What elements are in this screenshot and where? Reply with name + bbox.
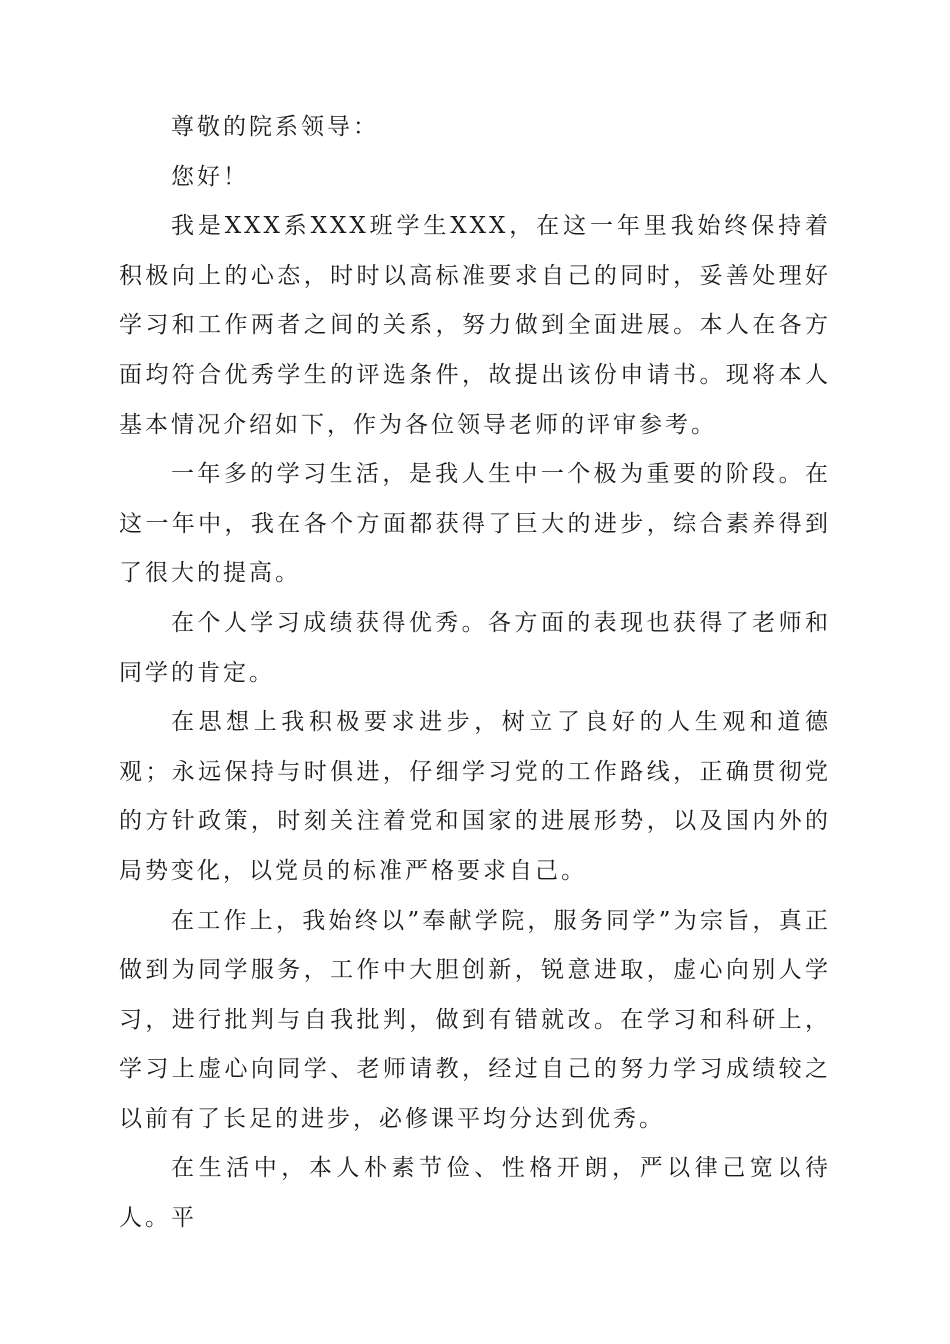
paragraph-study-life: 一年多的学习生活，是我人生中一个极为重要的阶段。在这一年中，我在各个方面都获得了巨大的进步，综合素养得到了很大的提高。 [119,461,831,587]
letter-body [119,103,831,1244]
paragraph-intro: 我是XXX系XXX班学生XXX，在这一年里我始终保持着积极向上的心态，时时以高标准要求自己的同时，妥善处理好学习和工作两者之间的关系，努力做到全面进展。本人在各方面均符合优秀学生的评选条件，故提出该份申请书。现将本人基本情况介绍如下，作为各位领导老师的评审参考。 [119,213,831,438]
paragraph-work: 在工作上，我始终以”奉献学院，服务同学”为宗旨，真正做到为同学服务，工作中大胆创新，锐意进取，虚心向别人学习，进行批判与自我批判，做到有错就改。在学习和科研上，学习上虚心向同学、老师请教，经过自己的努力学习成绩较之以前有了长足的进步，必修课平均分达到优秀。 [119,907,831,1132]
salutation: 尊敬的院系领导： [171,114,379,140]
paragraph-ideology: 在思想上我积极要求进步，树立了良好的人生观和道德观；永远保持与时俱进，仔细学习党的工作路线，正确贯彻党的方针政策，时刻关注着党和国家的进展形势，以及国内外的局势变化，以党员的标准严格要求自己。 [119,709,831,884]
paragraph-grades: 在个人学习成绩获得优秀。各方面的表现也获得了老师和同学的肯定。 [119,609,831,686]
paragraph-life: 在生活中，本人朴素节俭、性格开朗，严以律己宽以待人。平 [119,1155,831,1232]
greeting: 您好！ [171,163,249,190]
